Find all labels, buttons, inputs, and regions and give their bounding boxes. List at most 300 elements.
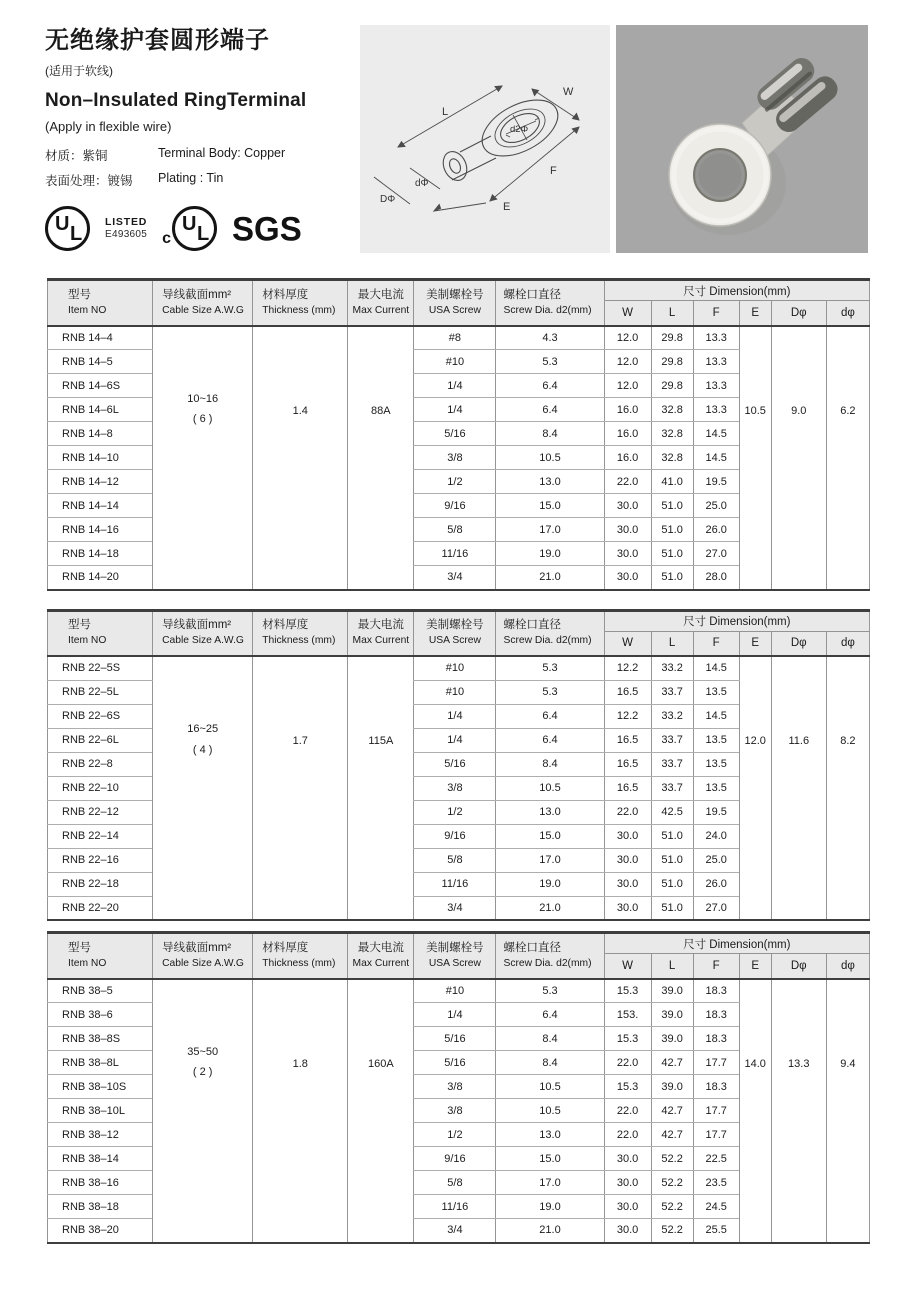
cul-logo [162, 206, 217, 251]
item-no-cell: RNB 22–5L [48, 680, 153, 704]
ul-logo-letter-l: L [70, 223, 83, 245]
screw-dia-cell: 10.5 [496, 1099, 604, 1123]
cul-c-prefix: c [162, 230, 172, 247]
table-row [48, 326, 870, 350]
column-header-zh: 导线截面mm² [162, 941, 232, 954]
dim-w-cell: 22.0 [604, 800, 651, 824]
sgs-logo: SGS [232, 208, 302, 248]
dimension-column-header: L [651, 301, 693, 326]
screw-dia-cell: 5.3 [496, 350, 604, 374]
cable-size-range: 35~50 [187, 1045, 219, 1058]
dim-l-cell: 41.0 [651, 470, 693, 494]
dim-w-cell: 30.0 [604, 896, 651, 920]
screw-dia-cell: 21.0 [496, 1219, 604, 1243]
dim-l-cell: 51.0 [651, 566, 693, 590]
column-header-en: Item NO [68, 957, 107, 969]
dim-w-cell: 30.0 [604, 872, 651, 896]
screw-dia-cell: 17.0 [496, 1171, 604, 1195]
usa-screw-cell: 3/8 [414, 1099, 496, 1123]
dimension-column-header: F [693, 954, 739, 979]
table-header [48, 280, 870, 326]
screw-dia-cell: 13.0 [496, 800, 604, 824]
cul-circle [172, 206, 217, 251]
dim-f-cell: 13.5 [693, 728, 739, 752]
column-header-en: Item NO [68, 304, 107, 316]
item-no-cell: RNB 14–6S [48, 374, 153, 398]
dimension-column-header: Dφ [771, 301, 826, 326]
item-no-cell: RNB 38–8L [48, 1051, 153, 1075]
dim-l-cell: 51.0 [651, 494, 693, 518]
max-current-cell: 88A [348, 326, 414, 590]
column-header [414, 933, 496, 979]
dim-f-cell: 13.3 [693, 398, 739, 422]
cable-size-awg: ( 2 ) [192, 1066, 213, 1079]
column-header-zh: 型号 [68, 619, 91, 632]
usa-screw-cell: 1/2 [414, 470, 496, 494]
material-label-en: Terminal Body: Copper [158, 146, 286, 160]
column-header-zh: 材料厚度 [262, 941, 309, 954]
dim-label-W: W [563, 86, 574, 98]
usa-screw-cell: 9/16 [414, 494, 496, 518]
column-header [48, 280, 153, 326]
ul-logo-letter-u: U [55, 213, 70, 235]
dim-l-cell: 39.0 [651, 979, 693, 1003]
screw-dia-cell: 17.0 [496, 848, 604, 872]
dim-l-cell: 32.8 [651, 446, 693, 470]
item-no-cell: RNB 38–16 [48, 1171, 153, 1195]
dimension-column-header: E [739, 631, 771, 656]
dim-l-cell: 51.0 [651, 542, 693, 566]
dim-w-cell: 30.0 [604, 824, 651, 848]
item-no-cell: RNB 14–18 [48, 542, 153, 566]
dim-dphi-small-cell: 9.4 [826, 979, 869, 1243]
column-header [253, 933, 348, 979]
dim-label-L: L [442, 106, 449, 118]
dim-l-cell: 33.7 [651, 752, 693, 776]
dim-w-cell: 30.0 [604, 566, 651, 590]
screw-dia-cell: 17.0 [496, 518, 604, 542]
dim-l-cell: 51.0 [651, 824, 693, 848]
screw-dia-cell: 5.3 [496, 656, 604, 680]
dimension-column-header: W [604, 631, 651, 656]
item-no-cell: RNB 38–14 [48, 1147, 153, 1171]
column-header [496, 933, 604, 979]
item-no-cell: RNB 22–10 [48, 776, 153, 800]
dim-label-d2: d2Φ [510, 124, 529, 135]
dimension-column-header: L [651, 631, 693, 656]
usa-screw-cell: 5/16 [414, 422, 496, 446]
dim-f-cell: 24.5 [693, 1195, 739, 1219]
column-header [348, 610, 414, 656]
usa-screw-cell: 3/8 [414, 776, 496, 800]
column-header-en: Max Current [352, 304, 410, 316]
item-no-cell: RNB 38–10S [48, 1075, 153, 1099]
dimension-column-header: Dφ [771, 631, 826, 656]
dim-e-cell: 14.0 [739, 979, 771, 1243]
dimension-column-header: L [651, 954, 693, 979]
dim-w-cell: 30.0 [604, 848, 651, 872]
dim-f-cell: 26.0 [693, 872, 739, 896]
dim-l-cell: 42.7 [651, 1123, 693, 1147]
title-block [45, 20, 355, 134]
max-current-cell: 115A [348, 656, 414, 920]
cable-size-cell [153, 326, 253, 590]
item-no-cell: RNB 22–5S [48, 656, 153, 680]
screw-dia-cell: 19.0 [496, 872, 604, 896]
column-header-en: Screw Dia. d2(mm) [503, 635, 592, 647]
dim-w-cell: 16.5 [604, 776, 651, 800]
usa-screw-cell: 11/16 [414, 872, 496, 896]
dim-w-cell: 22.0 [604, 470, 651, 494]
item-no-cell: RNB 14–4 [48, 326, 153, 350]
column-header [153, 933, 253, 979]
column-header-en: Item NO [68, 635, 107, 647]
dim-f-cell: 14.5 [693, 446, 739, 470]
usa-screw-cell: 1/2 [414, 1123, 496, 1147]
screw-dia-cell: 8.4 [496, 752, 604, 776]
dim-f-cell: 14.5 [693, 656, 739, 680]
screw-dia-cell: 5.3 [496, 680, 604, 704]
usa-screw-cell: 3/4 [414, 896, 496, 920]
dim-l-cell: 51.0 [651, 872, 693, 896]
dim-f-cell: 19.5 [693, 470, 739, 494]
cul-letter-l: L [197, 223, 210, 245]
dim-f-cell: 14.5 [693, 422, 739, 446]
column-header-zh: 美制螺栓号 [426, 288, 484, 301]
column-header [253, 280, 348, 326]
usa-screw-cell: #10 [414, 656, 496, 680]
item-no-cell: RNB 22–16 [48, 848, 153, 872]
column-header-en: Screw Dia. d2(mm) [503, 304, 592, 316]
dim-l-cell: 29.8 [651, 350, 693, 374]
table-body [48, 979, 870, 1243]
table-row [48, 979, 870, 1003]
dim-f-cell: 24.0 [693, 824, 739, 848]
page-title-zh: 无绝缘护套圆形端子 [45, 27, 270, 54]
dim-w-cell: 15.3 [604, 1075, 651, 1099]
dimension-column-header: dφ [826, 954, 869, 979]
item-no-cell: RNB 14–6L [48, 398, 153, 422]
ring-hole [694, 149, 746, 201]
dim-f-cell: 13.5 [693, 776, 739, 800]
column-header-en: Screw Dia. d2(mm) [503, 957, 592, 969]
dim-w-cell: 12.0 [604, 350, 651, 374]
dim-w-cell: 22.0 [604, 1099, 651, 1123]
dim-l-cell: 32.8 [651, 422, 693, 446]
terminal-dimension-diagram [360, 25, 610, 253]
dim-dphi-small-cell: 8.2 [826, 656, 869, 920]
column-header [496, 280, 604, 326]
certification-logos [45, 206, 302, 251]
column-header-en: USA Screw [428, 304, 481, 316]
usa-screw-cell: #8 [414, 326, 496, 350]
dim-f-cell: 18.3 [693, 1003, 739, 1027]
dim-f-cell: 17.7 [693, 1099, 739, 1123]
dim-l-cell: 52.2 [651, 1171, 693, 1195]
column-header-en: Max Current [352, 635, 410, 647]
spec-table-rnb38 [47, 931, 870, 1244]
cable-size-cell [153, 656, 253, 920]
screw-dia-cell: 4.3 [496, 326, 604, 350]
dim-w-cell: 30.0 [604, 1147, 651, 1171]
screw-dia-cell: 15.0 [496, 1147, 604, 1171]
dimension-column-header: W [604, 301, 651, 326]
terminal-outline [439, 88, 567, 184]
dim-label-E: E [503, 201, 511, 213]
column-header [48, 610, 153, 656]
dim-e-cell: 10.5 [739, 326, 771, 590]
screw-dia-cell: 5.3 [496, 979, 604, 1003]
dim-f-cell: 13.3 [693, 374, 739, 398]
item-no-cell: RNB 38–20 [48, 1219, 153, 1243]
item-no-cell: RNB 38–12 [48, 1123, 153, 1147]
usa-screw-cell: 1/4 [414, 398, 496, 422]
cable-size-range: 10~16 [187, 392, 219, 405]
dim-w-cell: 153. [604, 1003, 651, 1027]
dim-l-cell: 29.8 [651, 326, 693, 350]
usa-screw-cell: 11/16 [414, 1195, 496, 1219]
thickness-cell: 1.7 [253, 656, 348, 920]
dim-w-cell: 16.5 [604, 752, 651, 776]
usa-screw-cell: 3/8 [414, 1075, 496, 1099]
usa-screw-cell: 5/8 [414, 518, 496, 542]
item-no-cell: RNB 22–6S [48, 704, 153, 728]
usa-screw-cell: 11/16 [414, 542, 496, 566]
dim-l-cell: 33.7 [651, 728, 693, 752]
usa-screw-cell: 5/16 [414, 752, 496, 776]
dimension-column-header: E [739, 954, 771, 979]
thickness-cell: 1.4 [253, 326, 348, 590]
screw-dia-cell: 10.5 [496, 446, 604, 470]
column-header-zh: 材料厚度 [262, 619, 309, 632]
dimension-group-header: 尺寸 Dimension(mm) [604, 280, 869, 301]
item-no-cell: RNB 38–8S [48, 1027, 153, 1051]
dim-f-cell: 13.3 [693, 326, 739, 350]
usa-screw-cell: #10 [414, 350, 496, 374]
column-header-zh: 美制螺栓号 [426, 941, 484, 954]
column-header-zh: 最大电流 [357, 619, 404, 632]
dimension-column-header: F [693, 631, 739, 656]
dimension-column-header: F [693, 301, 739, 326]
column-header-zh: 型号 [68, 941, 91, 954]
usa-screw-cell: 5/16 [414, 1027, 496, 1051]
dim-w-cell: 16.0 [604, 422, 651, 446]
dimension-column-header: dφ [826, 631, 869, 656]
usa-screw-cell: 1/4 [414, 1003, 496, 1027]
column-header-zh: 导线截面mm² [162, 288, 232, 301]
dim-l-cell: 42.7 [651, 1051, 693, 1075]
dim-w-cell: 16.0 [604, 446, 651, 470]
usa-screw-cell: 5/8 [414, 1171, 496, 1195]
dim-l-cell: 52.2 [651, 1147, 693, 1171]
dim-w-cell: 30.0 [604, 1171, 651, 1195]
table-body [48, 656, 870, 920]
header-row-main [48, 933, 870, 954]
screw-dia-cell: 6.4 [496, 1003, 604, 1027]
table-header [48, 933, 870, 979]
column-header-zh: 最大电流 [357, 288, 404, 301]
terminal-product-photo [616, 25, 868, 253]
dim-l-cell: 51.0 [651, 518, 693, 542]
dim-f-cell: 27.0 [693, 896, 739, 920]
dim-w-cell: 12.0 [604, 326, 651, 350]
screw-dia-cell: 21.0 [496, 566, 604, 590]
dim-w-cell: 12.2 [604, 704, 651, 728]
dim-f-cell: 28.0 [693, 566, 739, 590]
usa-screw-cell: 1/2 [414, 800, 496, 824]
header-row-main [48, 280, 870, 301]
ul-logo [45, 206, 90, 251]
usa-screw-cell: 1/4 [414, 704, 496, 728]
usa-screw-cell: 3/4 [414, 1219, 496, 1243]
column-header-en: Cable Size A.W.G [162, 635, 244, 647]
dim-l-cell: 51.0 [651, 848, 693, 872]
column-header-zh: 美制螺栓号 [426, 619, 484, 632]
dim-f-cell: 18.3 [693, 1075, 739, 1099]
item-no-cell: RNB 14–5 [48, 350, 153, 374]
header-section [0, 0, 906, 278]
usa-screw-cell: #10 [414, 979, 496, 1003]
screw-dia-cell: 13.0 [496, 470, 604, 494]
dim-f-cell: 25.0 [693, 848, 739, 872]
dim-l-cell: 33.7 [651, 680, 693, 704]
thickness-cell: 1.8 [253, 979, 348, 1243]
dim-w-cell: 22.0 [604, 1123, 651, 1147]
dim-label-d: dΦ [415, 178, 429, 189]
column-header-en: Thickness (mm) [262, 957, 336, 969]
screw-dia-cell: 19.0 [496, 1195, 604, 1219]
dim-f-cell: 18.3 [693, 1027, 739, 1051]
column-header [153, 280, 253, 326]
screw-dia-cell: 19.0 [496, 542, 604, 566]
screw-dia-cell: 8.4 [496, 1051, 604, 1075]
table-row [48, 656, 870, 680]
column-header [414, 610, 496, 656]
item-no-cell: RNB 38–10L [48, 1099, 153, 1123]
dim-l-cell: 52.2 [651, 1195, 693, 1219]
page-note-zh: (适用于软线) [45, 64, 113, 78]
dim-f-cell: 26.0 [693, 518, 739, 542]
dim-dphi-small-cell: 6.2 [826, 326, 869, 590]
item-no-cell: RNB 22–14 [48, 824, 153, 848]
page-note-en: (Apply in flexible wire) [45, 119, 172, 134]
dim-l-cell: 29.8 [651, 374, 693, 398]
dim-dphi-cell: 11.6 [771, 656, 826, 920]
column-header-en: USA Screw [428, 957, 481, 969]
dim-dphi-cell: 13.3 [771, 979, 826, 1243]
dim-w-cell: 30.0 [604, 1219, 651, 1243]
dim-l-cell: 32.8 [651, 398, 693, 422]
usa-screw-cell: 3/8 [414, 446, 496, 470]
column-header-en: USA Screw [428, 635, 481, 647]
dim-label-F: F [550, 165, 557, 177]
screw-dia-cell: 15.0 [496, 824, 604, 848]
screw-dia-cell: 6.4 [496, 704, 604, 728]
spec-table-rnb14 [47, 278, 870, 591]
dim-l-cell: 39.0 [651, 1075, 693, 1099]
cable-size-awg: ( 6 ) [192, 413, 213, 426]
column-header [253, 610, 348, 656]
column-header-en: Cable Size A.W.G [162, 957, 244, 969]
dim-f-cell: 13.5 [693, 752, 739, 776]
column-header [348, 280, 414, 326]
dim-w-cell: 30.0 [604, 1195, 651, 1219]
dim-l-cell: 33.7 [651, 776, 693, 800]
item-no-cell: RNB 38–18 [48, 1195, 153, 1219]
column-header-zh: 最大电流 [357, 941, 404, 954]
usa-screw-cell: 1/4 [414, 728, 496, 752]
dim-f-cell: 25.0 [693, 494, 739, 518]
dim-e-cell: 12.0 [739, 656, 771, 920]
ul-file-number: E493605 [105, 228, 148, 240]
dim-w-cell: 12.2 [604, 656, 651, 680]
dim-w-cell: 12.0 [604, 374, 651, 398]
dimension-labels [380, 86, 574, 213]
item-no-cell: RNB 22–18 [48, 872, 153, 896]
dimension-diagram-panel [360, 25, 610, 253]
dim-f-cell: 17.7 [693, 1051, 739, 1075]
screw-dia-cell: 6.4 [496, 398, 604, 422]
ul-listed-text [105, 216, 147, 242]
dim-w-cell: 15.3 [604, 979, 651, 1003]
usa-screw-cell: 5/8 [414, 848, 496, 872]
dim-l-cell: 33.2 [651, 704, 693, 728]
dim-l-cell: 39.0 [651, 1027, 693, 1051]
dim-label-D: DΦ [380, 194, 396, 205]
column-header-zh: 导线截面mm² [162, 619, 232, 632]
column-header-zh: 型号 [68, 288, 91, 301]
dim-w-cell: 16.5 [604, 680, 651, 704]
item-no-cell: RNB 14–20 [48, 566, 153, 590]
screw-dia-cell: 6.4 [496, 374, 604, 398]
header-row-main [48, 610, 870, 631]
screw-dia-cell: 15.0 [496, 494, 604, 518]
page-title-en: Non–Insulated RingTerminal [45, 90, 307, 111]
usa-screw-cell: 5/16 [414, 1051, 496, 1075]
column-header-zh: 螺栓口直径 [503, 619, 561, 632]
usa-screw-cell: #10 [414, 680, 496, 704]
column-header [414, 280, 496, 326]
dim-f-cell: 14.5 [693, 704, 739, 728]
dim-f-cell: 13.3 [693, 350, 739, 374]
column-header [348, 933, 414, 979]
dim-f-cell: 22.5 [693, 1147, 739, 1171]
dim-w-cell: 30.0 [604, 518, 651, 542]
dim-l-cell: 42.7 [651, 1099, 693, 1123]
usa-screw-cell: 3/4 [414, 566, 496, 590]
spec-table-rnb22 [47, 609, 870, 922]
column-header [153, 610, 253, 656]
screw-dia-cell: 8.4 [496, 1027, 604, 1051]
column-header-en: Cable Size A.W.G [162, 304, 244, 316]
dim-f-cell: 18.3 [693, 979, 739, 1003]
screw-dia-cell: 8.4 [496, 422, 604, 446]
table-header [48, 610, 870, 656]
cable-size-range: 16~25 [187, 723, 219, 735]
dim-dphi-cell: 9.0 [771, 326, 826, 590]
material-spec-block [45, 146, 365, 189]
dim-l-cell: 42.5 [651, 800, 693, 824]
dim-l-cell: 39.0 [651, 1003, 693, 1027]
column-header-zh: 材料厚度 [262, 288, 309, 301]
item-no-cell: RNB 14–16 [48, 518, 153, 542]
screw-dia-cell: 10.5 [496, 1075, 604, 1099]
item-no-cell: RNB 22–6L [48, 728, 153, 752]
screw-dia-cell: 21.0 [496, 896, 604, 920]
column-header-en: Max Current [352, 957, 410, 969]
dimension-column-header: Dφ [771, 954, 826, 979]
dimension-column-header: dφ [826, 301, 869, 326]
